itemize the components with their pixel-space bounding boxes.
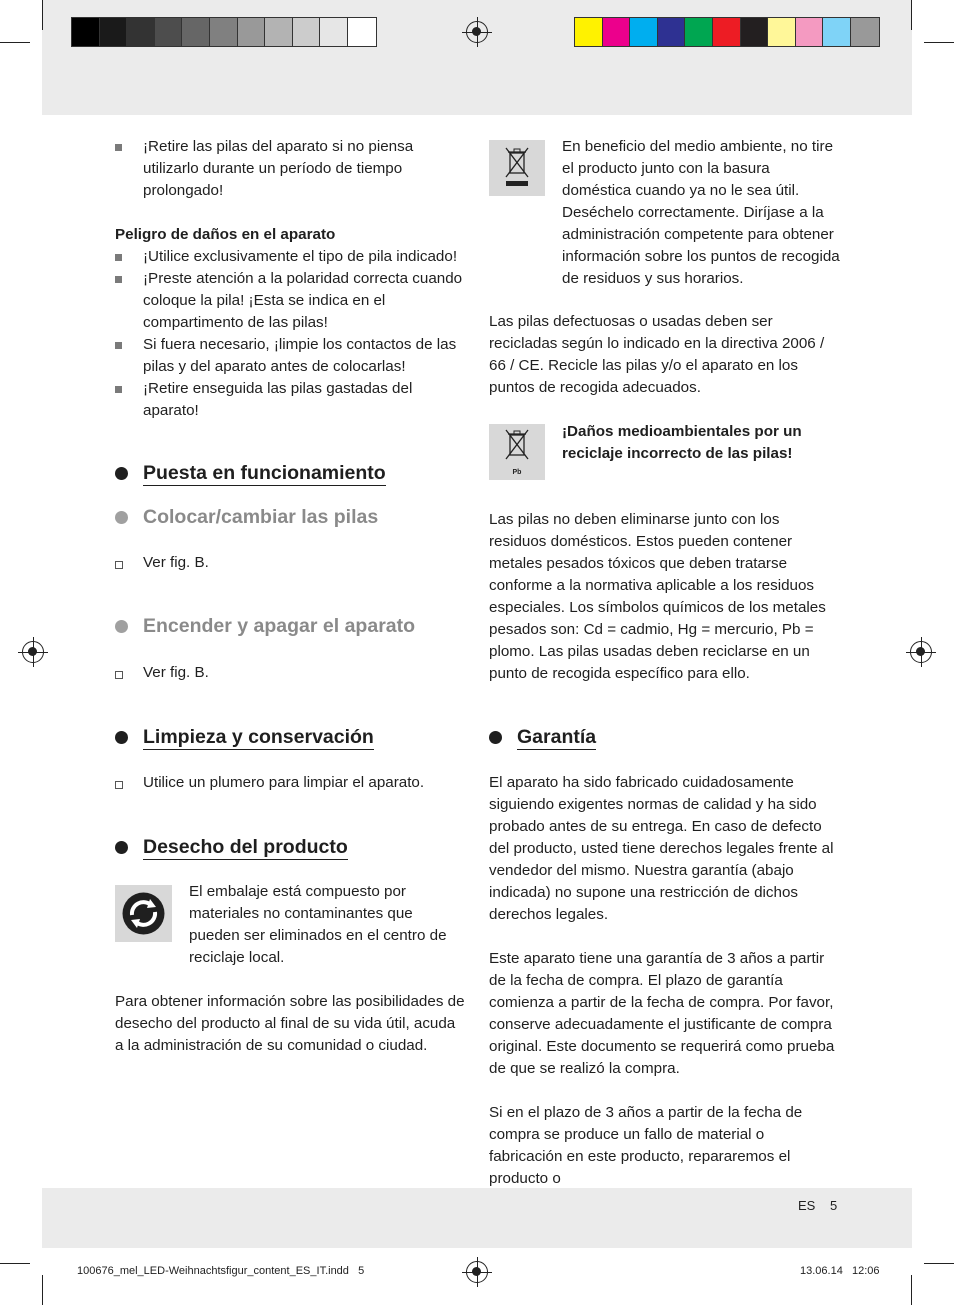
crop-mark (911, 1275, 912, 1305)
color-swatch (100, 18, 128, 46)
crop-mark (42, 0, 43, 30)
color-swatch (575, 18, 603, 46)
crop-mark (924, 42, 954, 43)
color-swatch (320, 18, 348, 46)
crop-mark (0, 1263, 30, 1264)
checkbox-bullet-icon (115, 561, 123, 569)
cleaning-step (115, 772, 467, 794)
section-heading-batteries: Colocar/cambiar las pilas (115, 505, 467, 529)
color-swatch (630, 18, 658, 46)
color-swatch (182, 18, 210, 46)
crop-mark (911, 0, 912, 30)
square-bullet-icon (115, 276, 122, 283)
green-dot-recycling-icon (115, 885, 172, 942)
color-swatch (348, 18, 376, 46)
warning-heading: ¡Daños medioambientales por un reciclaje incorrecto de las pilas! (562, 423, 802, 462)
footer-band (42, 1188, 912, 1248)
bullet-dot-icon (115, 467, 128, 480)
square-bullet-icon (115, 144, 122, 151)
registration-mark-right (910, 641, 932, 663)
square-bullet-icon (115, 254, 122, 261)
battery-bin-pb-icon (489, 424, 545, 480)
warranty-section (489, 725, 841, 749)
color-swatch (210, 18, 238, 46)
indd-filename: 100676_mel_LED-Weihnachtsfigur_content_ES_IT.indd 5 (77, 1265, 365, 1277)
color-swatch (713, 18, 741, 46)
warranty-paragraphs: El aparato ha sido fabricado cuidadosamente siguiendo exigentes normas de calidad y ha sido probado antes de su entrega. En caso de defecto del producto, usted tiene derechos legales frente al vendedor del mismo. Nuestra garantía (abajo indicada) no supone una restricción de dichos derechos legales. Este aparato tiene una garantía de 3 años a partir de la fecha de compra. El plazo de garantía comienza a partir de la fecha de compra. Por favor, conserve adecuadamente el justificante de compra original. Este documento se requerirá como prueba de que se realizó la compra. Si en el plazo de 3 años a partir de la fecha de compra se produce un fallo de material o fabricación en este producto, repararemos el producto o (489, 774, 835, 1187)
color-swatch (658, 18, 686, 46)
registration-mark-bottom (466, 1261, 488, 1283)
section-heading-disposal: Desecho del producto (115, 835, 467, 859)
crop-mark (924, 1263, 954, 1264)
color-swatch (72, 18, 100, 46)
checkbox-bullet-icon (115, 671, 123, 679)
section-heading-cleaning: Limpieza y conservación (115, 725, 467, 749)
registration-mark-left (22, 641, 44, 663)
color-swatch (293, 18, 321, 46)
bullet-dot-icon (115, 620, 128, 633)
list-item: Ver fig. B. (115, 552, 467, 574)
registration-mark-top (466, 21, 488, 43)
switch-step (115, 662, 467, 684)
color-swatch (851, 18, 879, 46)
disposal-paragraph: Para obtener información sobre las posibilidades de desecho del producto al final de su vida útil, acuda a la administración de su comunidad o ciudad. (115, 993, 465, 1054)
list-item: Ver fig. B. (115, 662, 467, 684)
packaging-paragraph: El embalaje está compuesto por materiales no contaminantes que pueden ser eliminados en el centro de reciclaje local. (189, 883, 447, 966)
list-item: ¡Retire enseguida las pilas gastadas del aparato! (115, 378, 467, 422)
bullet-dot-icon (115, 731, 128, 744)
square-bullet-icon (115, 386, 122, 393)
batteries-step (115, 552, 467, 574)
switch-section (115, 614, 467, 638)
checkbox-bullet-icon (115, 781, 123, 789)
list-item: ¡Preste atención a la polaridad correcta cuando coloque la pila! ¡Esta se indica en el compartimento de las pilas! (115, 268, 467, 334)
color-swatch (238, 18, 266, 46)
directive-paragraph: Las pilas defectuosas o usadas deben ser recicladas según lo indicado en la directiva 2006 / 66 / CE. Recicle las pilas y/o el aparato en los puntos de recogida adecuados. (489, 313, 825, 396)
pb-label: Pb (512, 469, 522, 476)
crop-mark (42, 1275, 43, 1305)
square-bullet-icon (115, 342, 122, 349)
page-language: ES (798, 1198, 816, 1213)
color-swatch (823, 18, 851, 46)
color-swatch (796, 18, 824, 46)
disposal-section (115, 835, 467, 859)
page-number: 5 (830, 1198, 838, 1213)
color-swatch (685, 18, 713, 46)
color-swatch (155, 18, 183, 46)
color-swatch (127, 18, 155, 46)
color-swatch (768, 18, 796, 46)
bullet-dot-icon (489, 731, 502, 744)
crop-mark (0, 42, 30, 43)
grey-calibration-bar (71, 17, 377, 47)
left-column (115, 136, 467, 422)
color-calibration-bar (574, 17, 880, 47)
color-swatch (603, 18, 631, 46)
print-datetime: 13.06.14 12:06 (800, 1265, 880, 1277)
bullet-dot-icon (115, 511, 128, 524)
cleaning-section (115, 725, 467, 749)
color-swatch (741, 18, 769, 46)
weee-paragraph: En beneficio del medio ambiente, no tire el producto junto con la basura doméstica cuando ya no le sea útil. Deséchelo correctamente. Diríjase a la administración competente para obtener información sobre los puntos de recogida de residuos y sus horarios. (562, 138, 840, 287)
batteries-section (115, 505, 467, 529)
heavy-metals-paragraph: Las pilas no deben eliminarse junto con los residuos domésticos. Estos pueden contener metales pesados tóxicos que deben tratarse conforme a la normativa aplicable a los residuos especiales. Los símbolos químicos de los metales pesados son: Cd = cadmio, Hg = mercurio, Pb = plomo. Las pilas usadas deben reciclarse en un punto de recogida específico para ello. (489, 511, 826, 682)
danger-heading: Peligro de daños en el aparato (115, 226, 336, 243)
section-heading-switch: Encender y apagar el aparato (115, 614, 467, 638)
list-item: Utilice un plumero para limpiar el aparato. (115, 772, 467, 794)
crossed-bin-icon (489, 140, 545, 196)
bullet-dot-icon (115, 841, 128, 854)
list-item: ¡Retire las pilas del aparato si no piensa utilizarlo durante un período de tiempo prolongado! (115, 136, 467, 202)
section-heading-startup: Puesta en funcionamiento (115, 461, 467, 485)
startup-section (115, 461, 467, 485)
list-item: Si fuera necesario, ¡limpie los contactos de las pilas y del aparato antes de colocarlas! (115, 334, 467, 378)
color-swatch (265, 18, 293, 46)
section-heading-warranty: Garantía (489, 725, 841, 749)
list-item: ¡Utilice exclusivamente el tipo de pila indicado! (115, 246, 467, 268)
